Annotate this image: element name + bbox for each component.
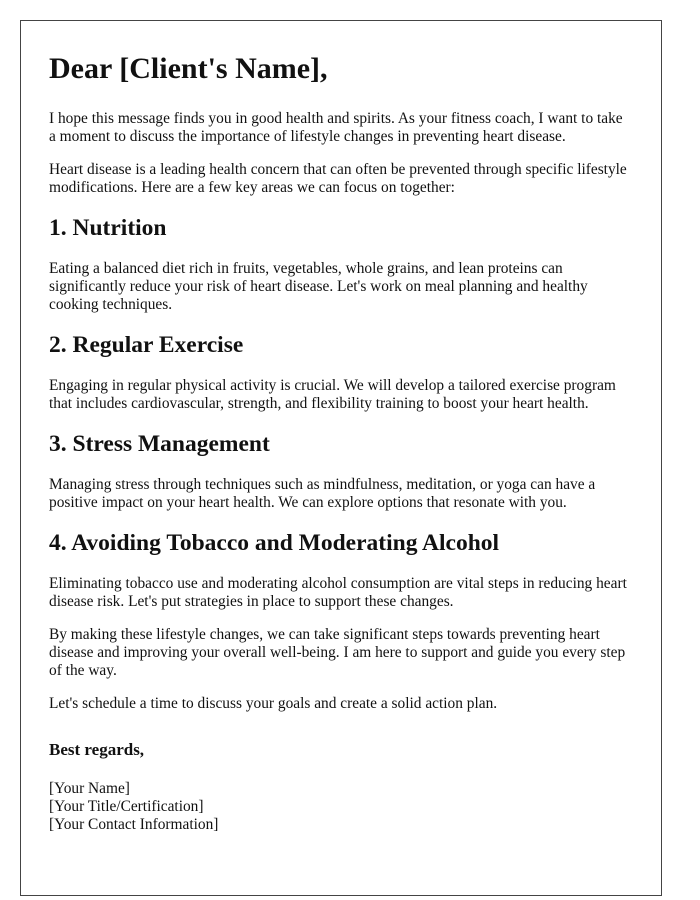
section-heading-nutrition: 1. Nutrition [49,215,167,241]
signoff: Best regards, [49,740,145,759]
intro-paragraph: Heart disease is a leading health concern that can often be prevented through specific lifestyle modifications. Here are a few key areas we can focus on together: [49,161,627,196]
closing-paragraph: By making these lifestyle changes, we can take significant steps towards preventing heart disease and improving your overall well-being. I am here to support and guide you every step of the way. [49,626,626,679]
section-body-exercise: Engaging in regular physical activity is crucial. We will develop a tailored exercise program that includes cardiovascular, strength, and flexibility training to boost your heart health. [49,377,616,412]
signature-contact: [Your Contact Information] [49,816,219,833]
letter-greeting: Dear [Client's Name], [49,52,328,85]
section-body-nutrition: Eating a balanced diet rich in fruits, vegetables, whole grains, and lean proteins can significantly reduce your risk of heart disease. Let's work on meal planning and healthy cooking techniques. [49,260,588,313]
signature-name: [Your Name] [49,780,130,797]
section-body-tobacco-alcohol: Eliminating tobacco use and moderating alcohol consumption are vital steps in reducing heart disease risk. Let's put strategies in place to support these changes. [49,575,627,610]
signature-title: [Your Title/Certification] [49,798,204,815]
section-heading-stress: 3. Stress Management [49,431,270,457]
closing-paragraph: Let's schedule a time to discuss your goals and create a solid action plan. [49,695,498,712]
letter-container [20,20,662,896]
section-heading-tobacco-alcohol: 4. Avoiding Tobacco and Moderating Alcohol [49,530,500,556]
section-body-stress: Managing stress through techniques such as mindfulness, meditation, or yoga can have a positive impact on your heart health. We can explore options that resonate with you. [49,476,596,511]
signature-block [49,780,633,834]
intro-paragraph: I hope this message finds you in good health and spirits. As your fitness coach, I want to take a moment to discuss the importance of lifestyle changes in preventing heart disease. [49,110,623,145]
section-heading-exercise: 2. Regular Exercise [49,332,244,358]
